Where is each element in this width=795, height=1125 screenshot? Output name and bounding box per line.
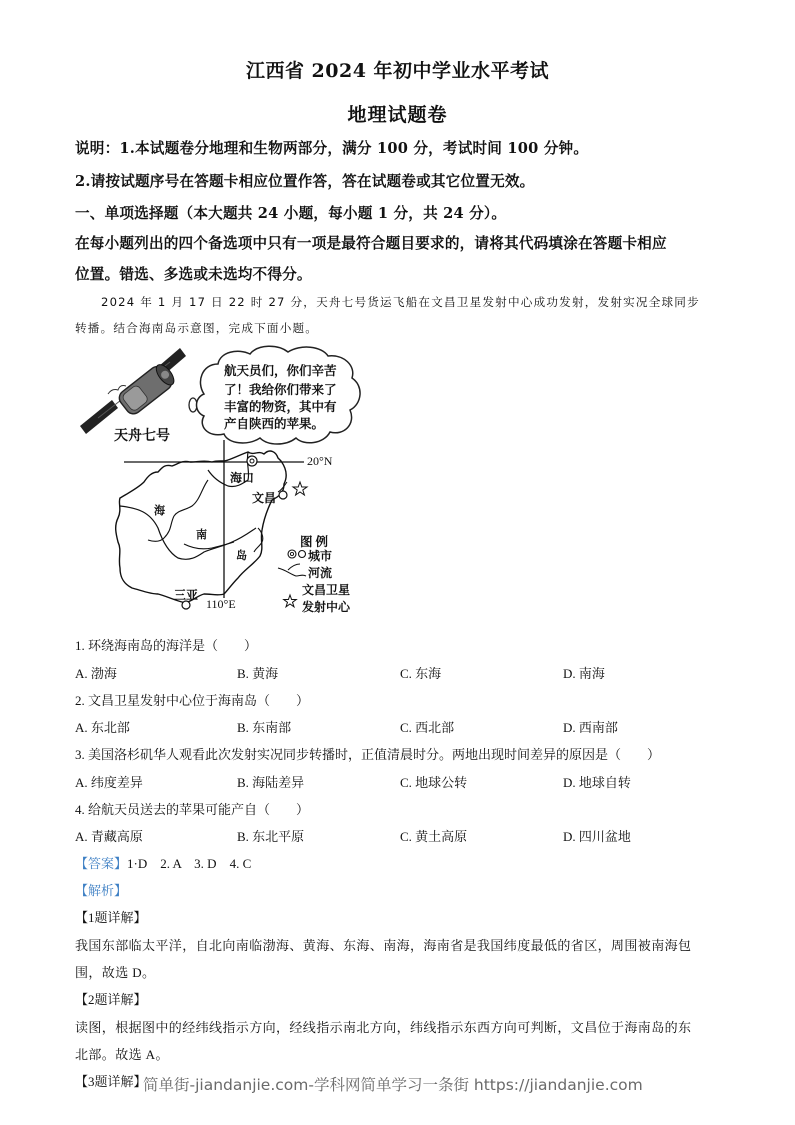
question-2-option-a[interactable]: A. 东北部 (75, 720, 130, 735)
section-desc-2: 位置。错选、多选或未选均不得分。 (75, 266, 312, 283)
watermark-text: 简单街-jiandanjie.com-学科网简单学习一条街 https://jiandanjie.com (143, 1076, 643, 1094)
exam-subtitle: 地理试题卷 (347, 104, 448, 126)
latitude-label: 20°N (307, 454, 333, 468)
speech-bubble-line-4: 产自陕西的苹果。 (224, 416, 325, 431)
speech-bubble-line-3: 丰富的物资，其中有 (224, 399, 337, 414)
passage-line-2: 转播。结合海南岛示意图，完成下面小题。 (75, 321, 319, 335)
legend-title: 图例 (300, 534, 332, 549)
q1-detail-line-2: 围，故选 D。 (75, 965, 156, 980)
answer-label: 【答案】 (75, 856, 128, 871)
instruction-line-1: 说明：1.本试题卷分地理和生物两部分，满分 100 分，考试时间 100 分钟。 (75, 140, 589, 157)
legend-city-label: 城市 (308, 549, 333, 563)
spacecraft-icon (80, 348, 186, 434)
q2-detail-line-1: 读图，根据图中的经纬线指示方向，经线指示南北方向，纬线指示东西方向可判断，文昌位于海南岛的东 (75, 1020, 692, 1035)
q3-detail-heading: 【3题详解】 (75, 1074, 147, 1089)
question-3-option-d[interactable]: D. 地球自转 (563, 775, 631, 790)
wenchang-marker (279, 491, 287, 499)
q1-detail-heading: 【1题详解】 (75, 910, 147, 925)
question-3-stem: 3. 美国洛杉矶华人观看此次发射实况同步转播时，正值清晨时分。两地出现时间差异的原因是（ ） (75, 747, 661, 762)
question-4-option-b[interactable]: B. 东北平原 (237, 829, 305, 844)
question-1-option-a[interactable]: A. 渤海 (75, 666, 117, 681)
instruction-line-2: 2.请按试题序号在答题卡相应位置作答，答在试题卷或其它位置无效。 (75, 173, 535, 190)
q1-detail-line-1: 我国东部临太平洋，自北向南临渤海、黄海、东海、南海，海南省是我国纬度最低的省区，周围被南海包 (75, 938, 692, 953)
question-1-stem: 1. 环绕海南岛的海洋是（ ） (75, 638, 258, 653)
legend-star-label-2: 发射中心 (302, 600, 351, 614)
city-haikou: 海口 (230, 471, 255, 485)
q2-detail-line-2: 北部。故选 A。 (75, 1047, 169, 1062)
legend-river-label: 河流 (308, 566, 333, 580)
question-3-option-a[interactable]: A. 纬度差异 (75, 775, 143, 790)
section-title: 一、单项选择题（本大题共 24 小题，每小题 1 分，共 24 分）。 (75, 205, 507, 222)
question-4-option-c[interactable]: C. 黄土高原 (400, 829, 468, 844)
longitude-label: 110°E (206, 597, 236, 611)
legend-city-icon (288, 550, 296, 558)
section-desc-1: 在每小题列出的四个备选项中只有一项是最符合题目要求的，请将其代码填涂在答题卡相应 (75, 235, 667, 252)
hainan-map-figure (78, 342, 378, 626)
question-1-option-c[interactable]: C. 东海 (400, 666, 442, 681)
island-char-3: 岛 (236, 549, 247, 562)
legend-river-icon (278, 564, 306, 576)
q2-detail-heading: 【2题详解】 (75, 992, 147, 1007)
legend-star-label-1: 文昌卫星 (302, 583, 351, 597)
answer-value: 1·D 2. A 3. D 4. C (127, 856, 252, 871)
city-sanya: 三亚 (174, 588, 199, 602)
question-2-option-d[interactable]: D. 西南部 (563, 720, 618, 735)
question-1-option-d[interactable]: D. 南海 (563, 666, 605, 681)
question-2-option-b[interactable]: B. 东南部 (237, 720, 292, 735)
island-char-1: 海 (154, 504, 165, 517)
legend-star-icon (284, 595, 297, 607)
question-3-option-b[interactable]: B. 海陆差异 (237, 775, 305, 790)
river-wanquan (184, 542, 234, 549)
city-wenchang: 文昌 (252, 491, 277, 505)
passage-line-1: 2024 年 1 月 17 日 22 时 27 分，天舟七号货运飞船在文昌卫星发射中心成功发射，发射实况全球同步 (101, 295, 700, 309)
question-4-stem: 4. 给航天员送去的苹果可能产自（ ） (75, 802, 310, 817)
answer-row (75, 853, 251, 872)
question-1-option-b[interactable]: B. 黄海 (237, 666, 279, 681)
question-4-option-d[interactable]: D. 四川盆地 (563, 829, 631, 844)
speech-bubble-line-2: 了！我给你们带来了 (224, 382, 337, 397)
question-4-option-a[interactable]: A. 青藏高原 (75, 829, 143, 844)
launch-center-star-icon (293, 482, 307, 495)
haikou-marker (247, 456, 257, 466)
spacecraft-label: 天舟七号 (114, 428, 170, 444)
exam-title: 江西省 2024 年初中学业水平考试 (245, 60, 550, 82)
question-3-option-c[interactable]: C. 地球公转 (400, 775, 468, 790)
question-2-option-c[interactable]: C. 西北部 (400, 720, 455, 735)
analysis-label: 【解析】 (75, 883, 128, 898)
island-char-2: 南 (196, 528, 207, 541)
speech-bubble-line-1: 航天员们，你们辛苦 (224, 363, 337, 378)
question-2-stem: 2. 文昌卫星发射中心位于海南岛（ ） (75, 693, 310, 708)
